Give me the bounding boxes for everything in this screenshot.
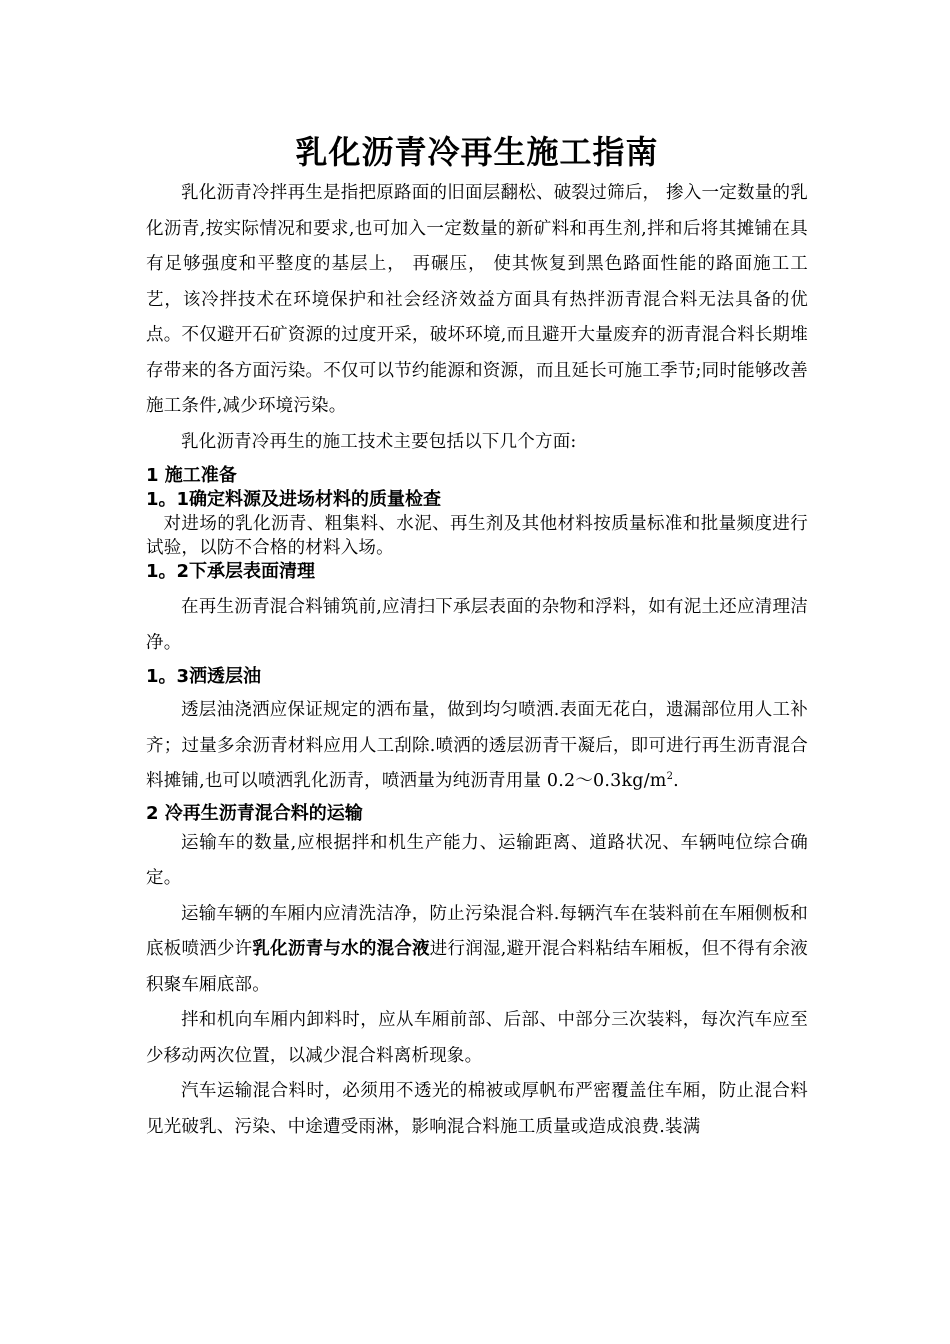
paragraph-1-1: 对进场的乳化沥青、粗集料、水泥、再生剂及其他材料按质量标准和批量频度进行试验，以防不合格的材料入场。 bbox=[146, 514, 808, 558]
paragraph-2-2-bold: 乳化沥青与水的混合液 bbox=[252, 939, 430, 959]
paragraph-2-1: 运输车的数量,应根据拌和机生产能力、运输距离、道路状况、车辆吨位综合确定。 bbox=[146, 832, 808, 888]
section-heading-2: 2 冷再生沥青混合料的运输 bbox=[146, 802, 363, 824]
document-title: 乳化沥青冷再生施工指南 bbox=[295, 133, 659, 171]
paragraph-2-2-text-a: 运输车辆的车厢内应清洗洁净，防止污染混合料.每辆汽车在装料前在车厢侧板和底板喷洒少许 bbox=[146, 903, 808, 959]
paragraph-1-2: 在再生沥青混合料铺筑前,应清扫下承层表面的杂物和浮料，如有泥土还应清理洁净。 bbox=[146, 597, 808, 653]
section-heading-1: 1 施工准备 bbox=[146, 465, 237, 486]
paragraph-1-3 bbox=[146, 693, 808, 800]
document-body bbox=[146, 128, 808, 1145]
section-heading-1-1: 1。1确定料源及进场材料的质量检查 bbox=[146, 489, 442, 510]
paragraph-2-2-text-c: 进行润湿,避开混合料粘结车厢板，但不得有余液积聚车厢底部。 bbox=[146, 939, 808, 995]
paragraph-1-3-text: 透层油浇洒应保证规定的洒布量，做到均匀喷洒.表面无花白，遗漏部位用人工补齐；过量多余沥青材料应用人工刮除.喷洒的透层沥青干凝后，即可进行再生沥青混合料摊铺,也可以喷洒乳化沥青，喷洒量为纯沥青用量 0.2～0.3kg/m bbox=[146, 700, 808, 791]
paragraph-2-4: 汽车运输混合料时，必须用不透光的棉被或厚帆布严密覆盖住车厢，防止混合料见光破乳、污染、中途遭受雨淋，影响混合料施工质量或造成浪费.装满 bbox=[146, 1081, 808, 1137]
paragraph-2-2 bbox=[146, 897, 808, 1004]
intro-paragraph-2: 乳化沥青冷再生的施工技术主要包括以下几个方面: bbox=[181, 431, 577, 452]
superscript-unit: 2 bbox=[666, 771, 674, 783]
section-heading-1-2: 1。2下承层表面清理 bbox=[146, 561, 316, 582]
paragraph-1-3-end: . bbox=[673, 771, 679, 791]
intro-paragraph: 乳化沥青冷拌再生是指把原路面的旧面层翻松、破裂过筛后， 掺入一定数量的乳化沥青,按实际情况和要求,也可加入一定数量的新矿料和再生剂,拌和后将其摊铺在具有足够强度和平整度的基层上， 再碾压， 使其恢复到黑色路面性能的路面施工工艺，该冷拌技术在环境保护和社会经济效益方面具有热拌沥青混合料无法具备的优点。不仅避开石矿资源的过度开采，破坏环境,而且避开大量废弃的沥青混合料长期堆存带来的各方面污染。不仅可以节约能源和资源，而且延长可施工季节;同时能够改善施工条件,减少环境污染。 bbox=[146, 183, 808, 416]
paragraph-2-3: 拌和机向车厢内卸料时，应从车厢前部、后部、中部分三次装料，每次汽车应至少移动两次位置，以减少混合料离析现象。 bbox=[146, 1010, 808, 1066]
section-heading-1-3: 1。3洒透层油 bbox=[146, 666, 262, 687]
